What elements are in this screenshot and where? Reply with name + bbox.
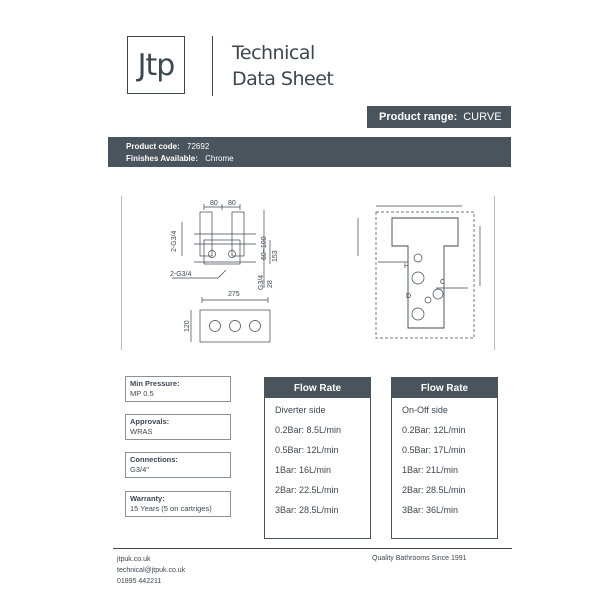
product-code-row: [126, 141, 511, 153]
flow-rate-subtitle: On-Off side: [402, 405, 448, 415]
spec-title: Approvals:: [130, 417, 170, 426]
spec-value: MP 0.5: [130, 389, 154, 398]
spec-title: Min Pressure:: [130, 379, 180, 388]
label-h: H: [404, 263, 410, 270]
spec-approvals: [125, 414, 231, 440]
flow-rate-row: 1Bar: 21L/min: [402, 465, 459, 475]
spec-connections: [125, 452, 231, 478]
flow-rate-row: 2Bar: 22.5L/min: [275, 485, 339, 495]
flow-rate-row: 1Bar: 16L/min: [275, 465, 332, 475]
product-range-bar: [367, 106, 511, 128]
flow-rate-title: Flow Rate: [392, 378, 497, 398]
dim-right-4: 28: [267, 280, 274, 288]
dim-width: 275: [228, 291, 240, 298]
label-side-1: 2-G3/4: [171, 230, 178, 252]
flow-rate-subtitle: Diverter side: [275, 405, 326, 415]
footer-divider: [113, 548, 512, 549]
product-code-label: Product code:: [126, 142, 180, 151]
dim-right-1: 60~100: [261, 236, 268, 260]
product-code-value: 72692: [187, 142, 210, 151]
spec-value: 15 Years (5 on cartriges): [130, 504, 212, 513]
brand-logo: [127, 36, 185, 94]
flow-rate-row: 3Bar: 28.5L/min: [275, 505, 339, 515]
spec-warranty: [125, 491, 231, 517]
dim-height: 120: [184, 320, 191, 332]
footer-email-link[interactable]: technical@jtpuk.co.uk: [117, 567, 186, 574]
technical-drawings: [122, 196, 494, 350]
flow-rate-row: 0.2Bar: 8.5L/min: [275, 425, 342, 435]
footer-tagline: Quality Bathrooms Since 1991: [372, 555, 467, 562]
product-info-band: [108, 137, 511, 167]
header-divider: [212, 36, 213, 96]
footer-contact: [117, 554, 185, 587]
flow-rate-row: 0.2Bar: 12L/min: [402, 425, 466, 435]
spec-title: Connections:: [130, 455, 178, 464]
spec-min-pressure: [125, 376, 231, 402]
title-line-2: Data Sheet: [232, 68, 334, 90]
spec-title: Warranty:: [130, 494, 165, 503]
dim-right-2: 153: [272, 250, 279, 262]
technical-drawing-area: [121, 196, 495, 350]
flow-rate-row: 3Bar: 36L/min: [402, 505, 459, 515]
dim-top-2: 80: [228, 200, 236, 207]
finishes-value: Chrome: [205, 154, 234, 163]
dim-right-3: G3/4: [258, 274, 265, 290]
flow-rate-row: 2Bar: 28.5L/min: [402, 485, 466, 495]
finishes-row: [126, 153, 511, 165]
flow-rate-title: Flow Rate: [265, 378, 370, 398]
spec-value: G3/4": [130, 465, 149, 474]
logo-text: Jtp: [137, 47, 175, 83]
label-c: C: [440, 279, 446, 286]
dim-top-1: 80: [210, 200, 218, 207]
label-d: D: [406, 293, 412, 300]
spec-value: WRAS: [130, 427, 153, 436]
product-range-value: CURVE: [463, 111, 502, 123]
finishes-label: Finishes Available:: [126, 154, 198, 163]
label-side-2: 2-G3/4: [170, 271, 192, 278]
product-range-label: Product range:: [379, 111, 458, 123]
title-line-1: Technical: [232, 42, 315, 64]
footer-website-link[interactable]: jtpuk.co.uk: [117, 556, 151, 563]
document-title: [232, 40, 333, 92]
flow-rate-row: 0.5Bar: 12L/min: [275, 445, 339, 455]
flow-rate-onoff-table: [391, 377, 498, 539]
footer-phone: 01895 442211: [117, 578, 162, 585]
flow-rate-diverter-table: [264, 377, 371, 539]
flow-rate-row: 0.5Bar: 17L/min: [402, 445, 466, 455]
